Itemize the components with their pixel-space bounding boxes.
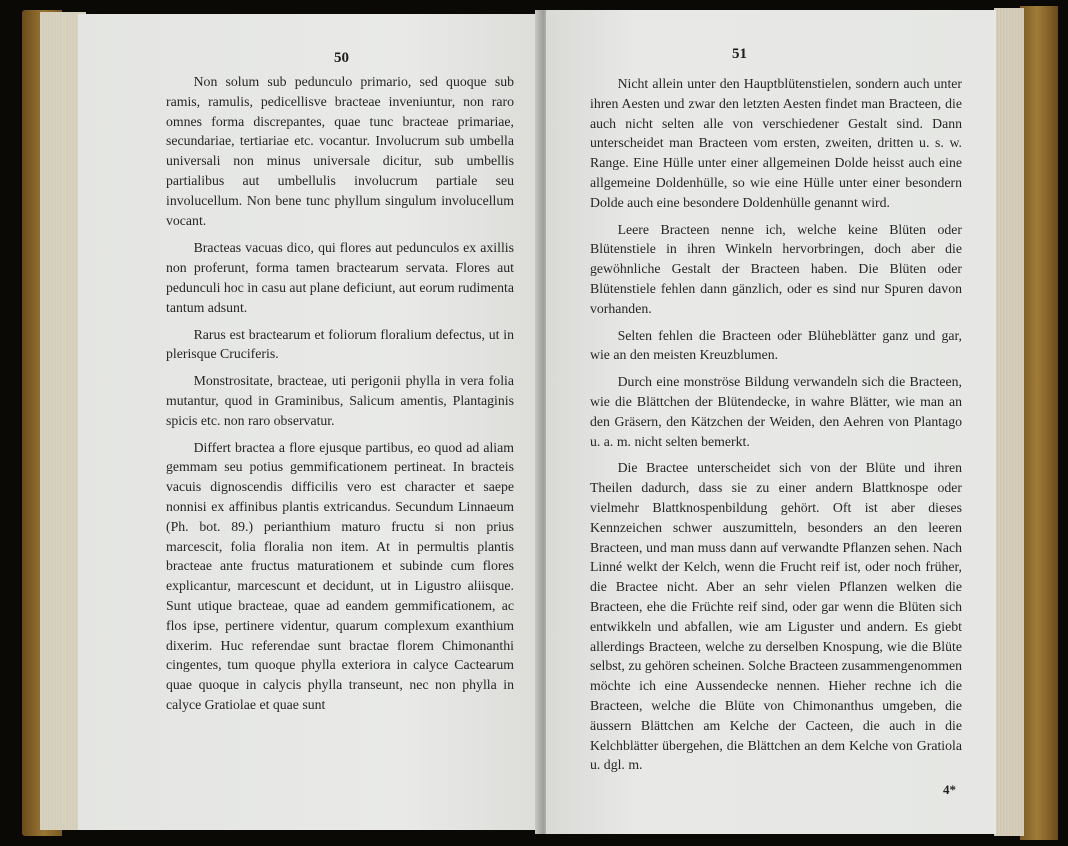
right-page-edges — [994, 8, 1024, 836]
signature-mark: 4* — [943, 782, 956, 797]
paragraph: Non solum sub pedunculo primario, sed quoque sub ramis, ramulis, pedicellisve bracteae inveniuntur, non raro omnes forma discrepantes, quae tunc bracteae primariae, secundariae, tertiariae etc. vocantur. Involucrum sub umbella universali non minus universale dicitur, sub umbellis partialibus aut umbellulis involucrum partiale seu involucellum. Non bene tunc phyllum singulum involucellum vocant. — [166, 74, 514, 228]
paragraph: Die Bractee unterscheidet sich von der Blüte und ihren Theilen dadurch, dass sie zu einer andern Blattknospe oder vielmehr Blattknospenbildung gehört. Oft ist aber dieses Kennzeichen schwer auszumitteln, besonders an den leeren Bracteen, und man muss dann auf verwandte Pflanzen sehen. Nach Linné welkt der Kelch, wenn die Frucht reif ist, oder noch früher, die Bractee nicht. Aber an sehr vielen Pflanzen welken die Bracteen, ehe die Früchte reif sind, oder gar wenn die Blüten sich entwikkeln und abfallen, wie am Liguster und andern. Es giebt allerdings Bracteen, welche zu derselben Knospung, wie die Blüte selbst, zu gehören scheinen. Solche Bracteen zusammengenommen möchte ich eine Aussendecke nennen. Hieher rechne ich die Bracteen, welche die Blüte von Chimonanthus umgeben, die äussern Blättchen am Kelche der Cacteen, die auch in die Kelchblätter übergehen, die Blättchen an dem Kelche von Gratiola u. dgl. m. — [590, 460, 962, 773]
paragraph: Differt bractea a flore ejusque partibus, eo quod ad aliam gemmam seu potius gemmificationem pertineat. In bracteis vacuis dignoscendis difficilis vero est character et saepe nonnisi ex affinibus plantis extricandus. Secundum Linnaeum (Ph. bot. 89.) perianthium maturo fructu si non prius marcescit, folia floralia non item. At in permultis plantis bracteae ante fructus maturationem et subinde cum flores explicantur, marcescunt et decidunt, ut in Ligustro aliisque. Sunt utique bracteae, quae ad eandem gemmificationem, ac flos ipse, pertinere videntur, quarum complexum exanthium dixerim. Huc referendae sunt bractae florem Chimonanthi cingentes, tum quoque phylla exteriora in calyce Cactearum quae quoque in calycis phylla transeunt, nec non phylla in calyce Gratiolae et quae sunt — [166, 439, 514, 712]
right-page — [546, 10, 996, 834]
left-page-number: 50 — [334, 50, 349, 66]
right-page-text — [590, 74, 962, 782]
right-page-number: 51 — [732, 46, 747, 62]
right-cover-board — [1020, 6, 1058, 840]
left-page — [78, 14, 542, 830]
paragraph: Selten fehlen die Bracteen oder Blüheblätter ganz und gar, wie an den meisten Kreuzblumen. — [590, 327, 962, 363]
paragraph: Durch eine monströse Bildung verwandeln sich die Bracteen, wie die Blättchen der Blütendecke, in wahre Blätter, wie man an den Gräsern, den Kätzchen der Weiden, den Aehren von Plantago u. a. m. nicht selten bemerkt. — [590, 374, 962, 449]
paragraph: Nicht allein unter den Hauptblütenstielen, sondern auch unter ihren Aesten und zwar den letzten Aesten findet man Bracteen, die auch nicht selten alle von verschiedener Gestalt sind. Dann unterscheidet man Bracteen vom ersten, zweiten, dritten u. s. w. Range. Eine Hülle unter einer allgemeinen Dolde heisst auch eine allgemeine Doldenhülle, so wie eine Hülle unter einer besondern Dolde auch eine besondere Doldenhülle genannt wird. — [590, 76, 962, 210]
left-page-text — [166, 72, 514, 722]
paragraph: Monstrositate, bracteae, uti perigonii phylla in vera folia mutantur, quod in Graminibus, Salicum amentis, Plantaginis spicis etc. non raro observatur. — [166, 373, 514, 428]
paragraph: Rarus est bractearum et foliorum floralium defectus, ut in plerisque Cruciferis. — [166, 326, 514, 362]
paragraph: Leere Bracteen nenne ich, welche keine Blüten oder Blütenstiele in ihren Winkeln hervorbringen, doch aber die gewöhnliche Gestalt der Bracteen haben. Die Blüten oder Blütenstiele fehlen dann gänzlich, oder es sind nur Spuren davon vorhanden. — [590, 221, 962, 316]
paragraph: Bracteas vacuas dico, qui flores aut pedunculos ex axillis non proferunt, forma tamen bractearum servata. Flores aut pedunculi hoc in casu aut plane deficiunt, aut eorum rudimenta tantum adsunt. — [166, 240, 514, 315]
